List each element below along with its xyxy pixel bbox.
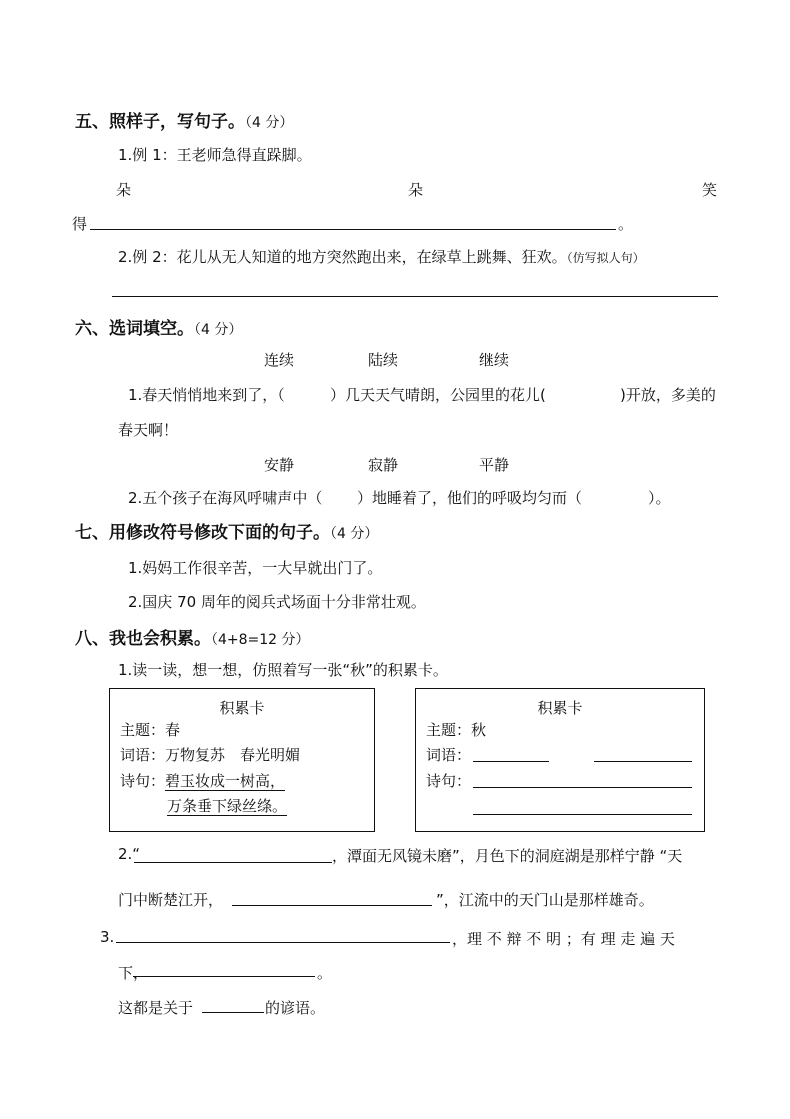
card-title: 积累卡 — [219, 699, 265, 717]
answer-line[interactable] — [134, 862, 332, 863]
card-words: 词语：万物复苏 春光明媚 — [120, 746, 301, 764]
s6-q1-part-a: 1.春天悄悄地来到了，（ — [128, 386, 285, 404]
card-poem-label: 诗句： — [426, 772, 472, 790]
s5-question-2: 2.例 2：花儿从无人知道的地方突然跑出来，在绿草上跳舞、狂欢。（仿写拟人句） — [118, 248, 645, 266]
s6-q2-part-a: 2.五个孩子在海风呼啸声中（ — [128, 489, 323, 507]
answer-line[interactable] — [202, 1012, 264, 1013]
s6-q2-part-c: ）。 — [648, 489, 671, 507]
answer-line[interactable] — [473, 814, 692, 815]
s8-q2-part-c: 门中断楚江开， — [118, 891, 224, 909]
answer-line[interactable] — [232, 905, 432, 906]
word-option: 平静 — [479, 456, 510, 474]
section-7-title: 七、用修改符号修改下面的句子。（4 分） — [75, 523, 379, 543]
s8-q3-part-d: 。 — [317, 964, 333, 982]
word-option: 陆续 — [368, 351, 399, 369]
card-theme: 主题：春 — [120, 721, 181, 739]
s6-q2-part-b: ）地睡着了，他们的呼吸均匀而（ — [357, 489, 583, 507]
s8-q2-part-a: 2.“ — [118, 845, 141, 863]
word-option: 连续 — [264, 351, 295, 369]
s6-q1-part-c: )开放，多美的 — [620, 386, 716, 404]
s7-question-1: 1.妈妈工作很辛苦，一大早就出门了。 — [128, 559, 383, 577]
card-theme: 主题：秋 — [426, 721, 487, 739]
s8-q2-part-d: ”，江流中的天门山是那样雄奇。 — [436, 891, 654, 909]
section-6-title: 六、选词填空。（4 分） — [75, 319, 243, 339]
s8-q3-part-f: 的谚语。 — [265, 999, 326, 1017]
s5-char-2: 朵 — [408, 181, 424, 199]
word-option: 寂静 — [368, 456, 399, 474]
s8-q2-part-b: ，潭面无风镜未磨”，月色下的洞庭湖是那样宁静 “天 — [332, 847, 683, 865]
s8-q3-part-c: 下， — [118, 964, 149, 982]
s7-question-2: 2.国庆 70 周年的阅兵式场面十分非常壮观。 — [128, 593, 426, 611]
answer-line[interactable] — [133, 976, 315, 977]
answer-line[interactable] — [594, 761, 692, 762]
answer-line[interactable] — [473, 787, 692, 788]
section-8-title: 八、我也会积累。（4+8=12 分） — [75, 629, 310, 649]
word-option: 继续 — [479, 351, 510, 369]
answer-line[interactable] — [473, 761, 549, 762]
card-poem-line-2: 万条垂下绿丝绦。 — [167, 797, 288, 815]
card-title: 积累卡 — [537, 699, 583, 717]
section-5-title: 五、照样子，写句子。（4 分） — [75, 112, 294, 132]
answer-line[interactable] — [112, 296, 718, 297]
card-words-label: 词语： — [426, 746, 472, 764]
s8-q3-part-a: 3. — [100, 928, 115, 946]
accumulation-card-autumn — [415, 688, 705, 832]
s5-char-1: 朵 — [116, 181, 132, 199]
s5-q1-end: 。 — [618, 215, 634, 233]
s5-char-4: 得 — [72, 215, 88, 233]
answer-line[interactable] — [90, 229, 616, 230]
accumulation-card-spring — [109, 688, 375, 832]
s8-question-1: 1.读一读，想一想，仿照着写一张“秋”的积累卡。 — [118, 661, 448, 679]
answer-line[interactable] — [116, 942, 450, 943]
word-option: 安静 — [264, 456, 295, 474]
s6-q1-part-b: ）几天天气晴朗，公园里的花儿( — [330, 386, 546, 404]
s8-q3-part-b: ，理 不 辩 不 明 ；有 理 走 遍 天 — [452, 930, 675, 948]
s5-char-3: 笑 — [702, 181, 718, 199]
s5-question-1: 1.例 1：王老师急得直跺脚。 — [118, 146, 312, 164]
s8-q3-part-e: 这都是关于 — [118, 999, 194, 1017]
s6-q1-part-d: 春天啊！ — [118, 421, 179, 439]
card-poem: 诗句：碧玉妆成一树高， — [120, 772, 286, 790]
